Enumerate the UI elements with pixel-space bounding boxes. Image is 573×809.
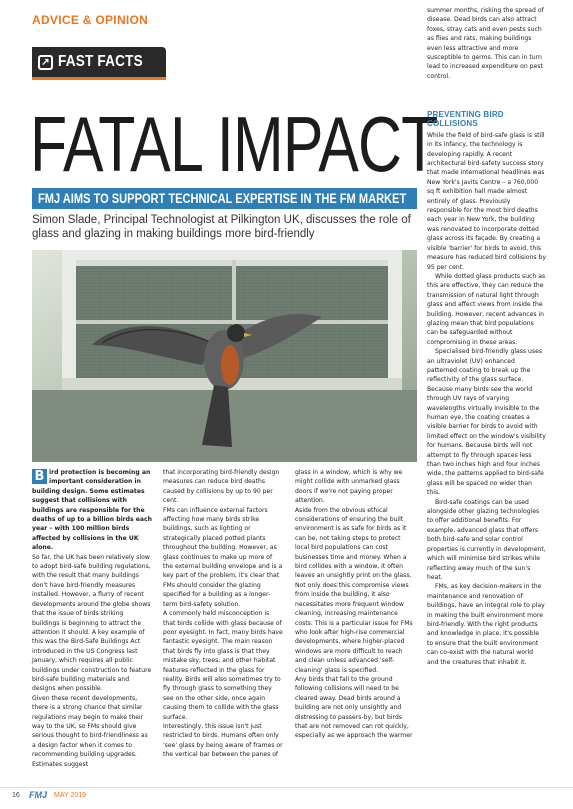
bird-flying-at-window-photo: [32, 250, 417, 462]
subhead-bar: [32, 188, 417, 209]
column-2: [163, 468, 283, 760]
issue-date: MAY 2019: [54, 792, 87, 799]
paragraph: Interestingly, this issue isn't just restricted to birds. Humans often only 'see' glass by being aware of frames or the vertical bar between the panes of: [163, 722, 283, 759]
arrow-box-icon: ↗: [38, 55, 53, 70]
lead-paragraph: [32, 468, 152, 553]
fmj-logo: FMJ: [29, 790, 47, 800]
paragraph: Bird-safe coatings can be used alongside other glazing technologies to offer additional benefits. For example, advanced glass that offers both bird-safe and solar control properties is currently in development, which will minimise bird strikes while reflecting away much of the sun's heat.: [427, 498, 546, 581]
drop-cap: B: [32, 469, 47, 484]
page-number: 16: [12, 792, 20, 799]
paragraph: FMs can influence external factors affecting how many birds strike buildings, such as lighting or strategically placed potted plants throughout the building. However, as glass continues to make up more of the external building envelope and is a key part of the problem, it's clear that FMs should consider the glazing specified for a building as a longer-term bird-safety solution.: [163, 506, 283, 608]
paragraph: Any birds that fall to the ground following collisions will need to be cleared away. Dead birds around a building are not only unsightly and distressing to passers-by, but birds that are not removed can rot quickly, especially as we approach the warmer: [295, 675, 413, 740]
subhead: FMJ AIMS TO SUPPORT TECHNICAL EXPERTISE IN THE FM MARKET: [38, 191, 407, 206]
column-1: [32, 468, 152, 769]
paragraph: While the field of bird-safe glass is still in its infancy, the technology is developing rapidly. A recent architectural bird-safety success story that made international headlines was New York's Javits Centre – a 760,000 sq ft exhibition hall made almost entirely of glass. Previously responsible for the most bird deaths each year in New York, the building was renovated to incorporate dotted glass across its façade. By creating a visible 'barrier' for birds to avoid, this measure has reduced bird collisions by 95 per cent.: [427, 131, 546, 271]
fast-facts-label: FAST FACTS: [58, 53, 143, 70]
paragraph: glass in a window, which is why we might collide with unmarked glass doors if we're not paying proper attention.: [295, 469, 403, 505]
column-4-continued: [427, 6, 546, 81]
footer-divider: [0, 787, 573, 788]
paragraph: A commonly held misconception is that birds collide with glass because of poor eyesight. In fact, many birds have fantastic eyesight. The main reason that birds fly into glass is that they mistake sky, trees, and other habitat features reflected in the glass for reality. Birds will also sometimes try to fly through glass to something they see on the other side, once again causing them to collide with the glass surface.: [163, 610, 283, 721]
fast-facts-banner: [32, 47, 166, 77]
column-3: [295, 468, 415, 741]
lead-text: ird protection is becoming an important consideration in building design. Some estimates suggest that collisions with buildings are responsible for the deaths of up to a billion birds each year – with 100 million birds affected by collisions in the UK alone.: [32, 469, 152, 552]
headline: FATAL IMPACT: [30, 100, 438, 188]
paragraph: Given these recent developments, there is a strong chance that similar regulations may begin to make their way to the UK, so FMs should give serious thought to bird-friendliness as a design factor when it comes to recommending building upgrades. Estimates suggest: [32, 694, 148, 768]
paragraph: summer months, risking the spread of disease. Dead birds can also attract foxes, stray cats and even pests such as flies and rats, making buildings even less attractive and more susceptible to germs. This can in turn lead to increased expenditure on pest control.: [427, 7, 544, 80]
section-heading: PREVENTING BIRD COLLISIONS: [427, 110, 504, 129]
paragraph: FMs, as key decision-makers in the maintenance and renovation of buildings, have an integral role to play in making the built environment more bird-friendly. With the right products and knowledge in place, it's possible to ensure that the built environment can co-exist with the natural world and the creatures that inhabit it.: [427, 583, 545, 666]
page-footer: [0, 787, 573, 809]
paragraph: Aside from the obvious ethical considerations of ensuring the built environment is as safe for birds as it can be, not taking steps to protect local bird populations can cost businesses time and money. When a bird collides with a window, it often leaves an unsightly print on the glass. Not only does this compromise views from inside the building, it also necessitates more frequent window cleaning, increasing maintenance costs. This is a particular issue for FMs who look after high-rise commercial developments, where higher-placed windows are more difficult to reach and clean unless advanced 'self-cleaning' glass is specified.: [295, 506, 413, 674]
standfirst: Simon Slade, Principal Technologist at Pilkington UK, discusses the role of glass and glazing in making buildings more bird-friendly: [32, 214, 411, 240]
section-label: ADVICE & OPINION: [32, 13, 149, 27]
paragraph: So far, the UK has been relatively slow to adopt bird-safe building regulations, with the result that many buildings don't have bird-friendly measures installed. However, a flurry of recent developments around the globe shows that the issue of birds striking buildings is beginning to attract the attention it should. A key example of this was the Bird-Safe Buildings Act introduced in the US Congress last January, which requires all public buildings under construction to feature bird-safe building materials and designs when possible.: [32, 553, 152, 693]
photo-illustration: [32, 250, 417, 462]
paragraph: While dotted glass products such as this are effective, they can reduce the transmission of natural light through glass and affect views from inside the building. However, recent advances in glazing mean that bird populations can be safeguarded without compromising in these areas.: [427, 272, 546, 346]
paragraph: Specialised bird-friendly glass uses an ultraviolet (UV) enhanced patterned coating to break up the reflectivity of the glass surface. Because many birds see the world through UV rays of varying wavelengths virtually invisible to the human eye, the coating creates a visible barrier for birds to avoid with limited effect on the window's visibility for humans. Because birds will not attempt to fly through spaces less than two inches high and four inches wide, the patterns applied to bird-safe glass will be spaced no wider than this.: [427, 348, 546, 497]
paragraph: that incorporating bird-friendly design measures can reduce bird deaths caused by collisions by up to 90 per cent.: [163, 469, 280, 505]
column-4: [427, 110, 546, 667]
